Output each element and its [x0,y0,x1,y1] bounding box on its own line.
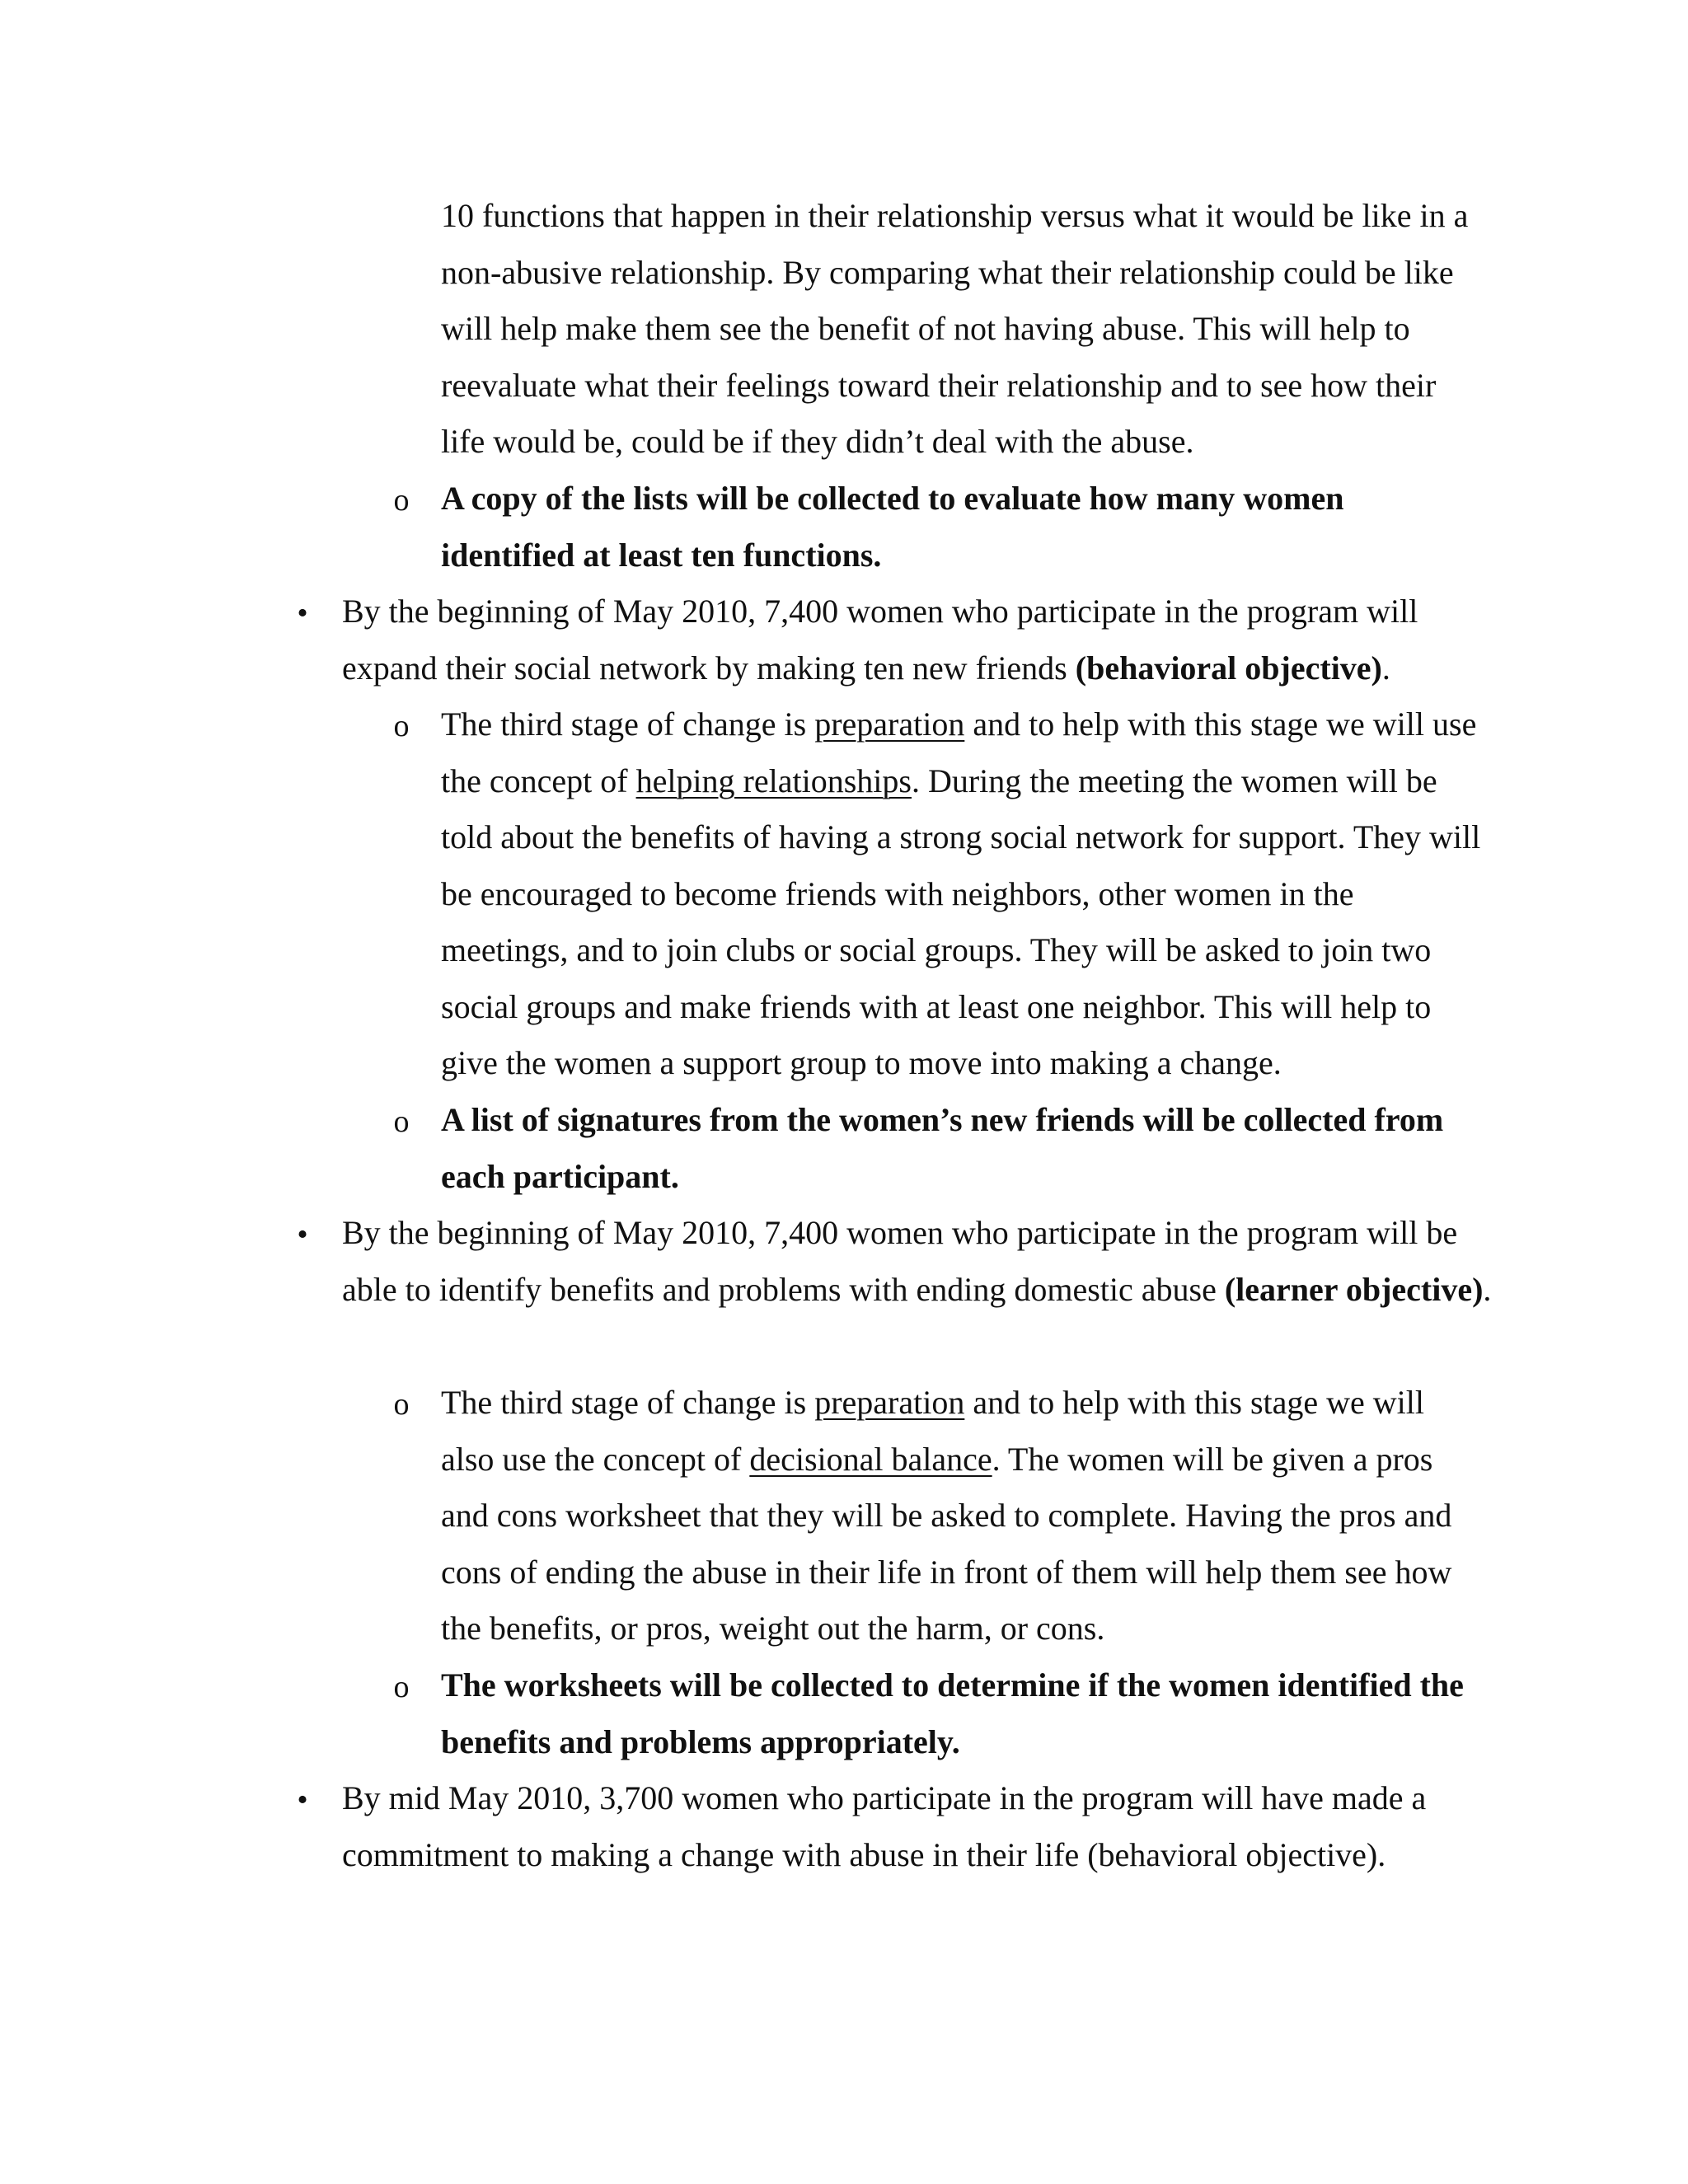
objective-text-1-end: . [1381,649,1390,687]
bullet-marker: • [297,1783,308,1817]
bullet-marker: • [297,1217,308,1252]
strategy-text-1-part: and to help with this stage we will use the concept of [441,705,1477,799]
sub-bullet-marker: o [393,709,410,743]
objective-text-2-end: . [1483,1270,1492,1308]
strategy-text-2-part: The third stage of change is [441,1384,815,1421]
strategy-text-2-part: . The women will be given a pros and cons worksheet that they will be asked to complete. Having the pros and cons of ending the abuse in their life in front of them will help them see how the benefits, or pros, weight out the harm, or cons. [441,1440,1452,1647]
continuation-text: 10 functions that happen in their relationship versus what it would be like in a non-abusive relationship. By comparing what their relationship could be like will help make them see the benefit of not having abuse. This will help to reevaluate what their feelings toward their relationship and to see how their life would be, could be if they didn’t deal with the abuse. [441,197,1469,460]
evaluation-text-3: The worksheets will be collected to determine if the women identified the benefits and problems appropriately. [441,1666,1464,1760]
strategy-text-2 [441,1375,1484,1657]
objective-text-2 [342,1205,1496,1318]
sub-bullet-marker: o [393,1670,410,1704]
objective-item-3 [342,1770,1496,1883]
objective-item-2 [342,1205,1496,1318]
continuation-paragraph [441,188,1484,471]
strategy-text-1-part: . During the meeting the women will be told about the benefits of having a strong social network for support. They will be encouraged to become friends with neighbors, other women in the meetings, and to join clubs or social groups. They will be asked to join two social groups and make friends with at least one neighbor. This will help to give the women a support group to move into making a change. [441,762,1481,1081]
objective-text-2-main: By the beginning of May 2010, 7,400 women who participate in the program will be able to identify benefits and problems with ending domestic abuse [342,1214,1458,1308]
evaluation-text-2: A list of signatures from the women’s new friends will be collected from each participant. [441,1101,1444,1195]
strategy-text-1-part: The third stage of change is [441,705,815,743]
objective-text-3: By mid May 2010, 3,700 women who participate in the program will have made a commitment to making a change with abuse in their life (behavioral objective). [342,1779,1427,1873]
strategy-item-2 [441,1375,1484,1657]
stage-term: preparation [814,705,965,743]
sub-bullet-marker: o [393,1387,410,1422]
objective-type-1: (behavioral objective) [1075,649,1382,687]
objective-item-1 [342,583,1496,696]
sub-bullet-marker: o [393,483,410,518]
objective-type-2: (learner objective) [1224,1270,1484,1308]
sub-bullet-marker: o [393,1104,410,1139]
bullet-marker: • [297,596,308,630]
evaluation-item-1 [441,471,1484,583]
evaluation-item-2 [441,1092,1484,1205]
concept-term: decisional balance [749,1440,992,1478]
strategy-text-1 [441,696,1484,1092]
evaluation-item-3 [441,1657,1484,1770]
objective-text-1 [342,583,1496,696]
strategy-text-2-part: and to help with this stage we will also use the concept of [441,1384,1425,1478]
objective-text-1-main: By the beginning of May 2010, 7,400 women who participate in the program will expand their social network by making ten new friends [342,593,1418,687]
stage-term: preparation [814,1384,965,1421]
concept-term: helping relationships [635,762,912,799]
strategy-item-1 [441,696,1484,1092]
evaluation-text-1: A copy of the lists will be collected to evaluate how many women identified at least ten functions. [441,480,1344,574]
